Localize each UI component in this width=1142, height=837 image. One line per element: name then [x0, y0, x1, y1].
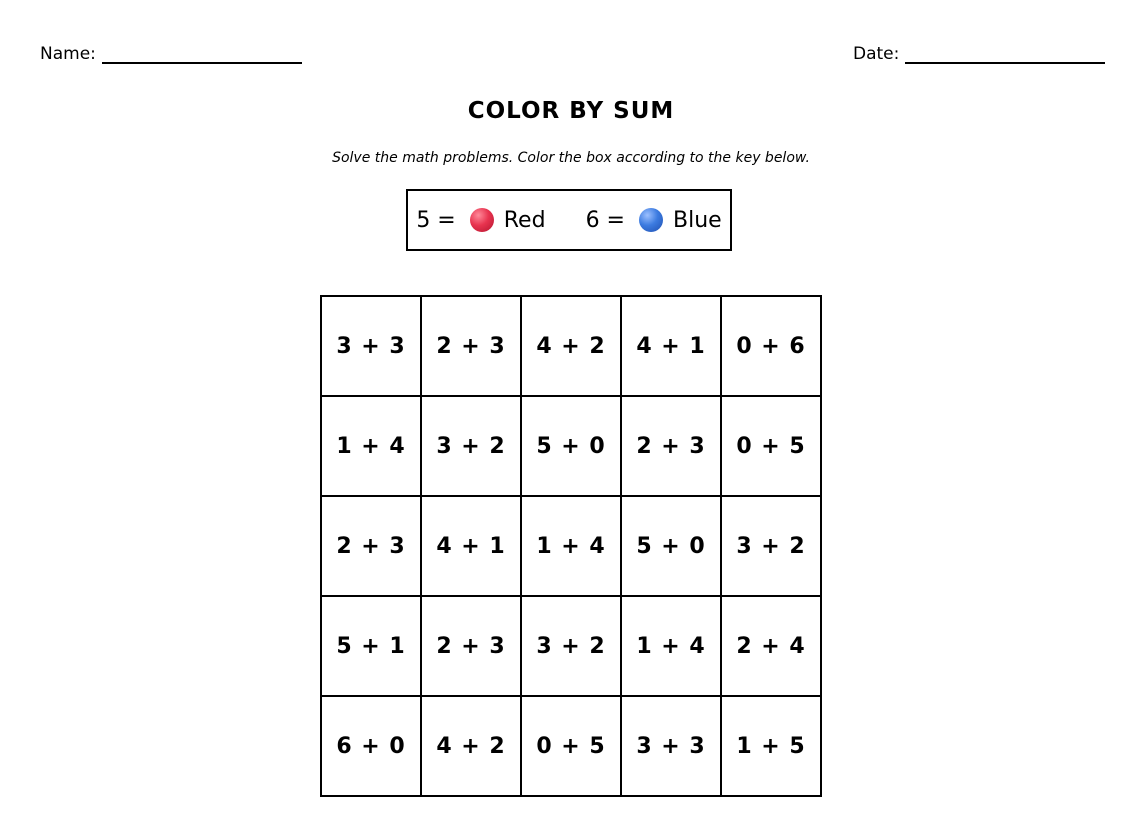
problem-cell[interactable]: 4 + 1 — [422, 497, 522, 597]
red-dot-icon — [470, 208, 494, 232]
problem-cell[interactable]: 3 + 2 — [422, 397, 522, 497]
problem-cell[interactable]: 2 + 3 — [422, 597, 522, 697]
problem-cell[interactable]: 0 + 5 — [722, 397, 822, 497]
problem-cell[interactable]: 3 + 2 — [522, 597, 622, 697]
instructions: Solve the math problems. Color the box according to the key below. — [332, 150, 810, 166]
key-item-blue — [586, 208, 722, 233]
problem-cell[interactable]: 1 + 4 — [622, 597, 722, 697]
problem-cell[interactable]: 4 + 1 — [622, 297, 722, 397]
problem-grid — [320, 295, 822, 797]
problem-cell[interactable]: 4 + 2 — [522, 297, 622, 397]
problem-cell[interactable]: 4 + 2 — [422, 697, 522, 797]
problem-cell[interactable]: 2 + 3 — [622, 397, 722, 497]
problem-cell[interactable]: 1 + 4 — [522, 497, 622, 597]
problem-cell[interactable]: 2 + 3 — [422, 297, 522, 397]
key-color-label: Red — [503, 207, 546, 233]
problem-cell[interactable]: 2 + 3 — [322, 497, 422, 597]
key-item-red — [416, 208, 545, 233]
problem-cell[interactable]: 3 + 2 — [722, 497, 822, 597]
problem-cell[interactable]: 3 + 3 — [622, 697, 722, 797]
problem-cell[interactable]: 0 + 5 — [522, 697, 622, 797]
name-line[interactable] — [102, 46, 302, 64]
key-sum-label: 5 = — [416, 207, 456, 233]
date-field[interactable] — [853, 42, 1105, 64]
name-field[interactable] — [40, 42, 302, 64]
problem-cell[interactable]: 5 + 0 — [522, 397, 622, 497]
key-color-label: Blue — [673, 207, 722, 233]
problem-cell[interactable]: 0 + 6 — [722, 297, 822, 397]
date-line[interactable] — [905, 46, 1105, 64]
problem-cell[interactable]: 5 + 0 — [622, 497, 722, 597]
color-key — [406, 189, 732, 251]
problem-cell[interactable]: 3 + 3 — [322, 297, 422, 397]
problem-cell[interactable]: 1 + 5 — [722, 697, 822, 797]
problem-cell[interactable]: 2 + 4 — [722, 597, 822, 697]
blue-dot-icon — [639, 208, 663, 232]
name-label: Name: — [40, 44, 96, 64]
problem-cell[interactable]: 1 + 4 — [322, 397, 422, 497]
problem-cell[interactable]: 6 + 0 — [322, 697, 422, 797]
problem-cell[interactable]: 5 + 1 — [322, 597, 422, 697]
worksheet-title: COLOR BY SUM — [467, 98, 675, 124]
date-label: Date: — [853, 44, 900, 64]
key-sum-label: 6 = — [585, 207, 625, 233]
